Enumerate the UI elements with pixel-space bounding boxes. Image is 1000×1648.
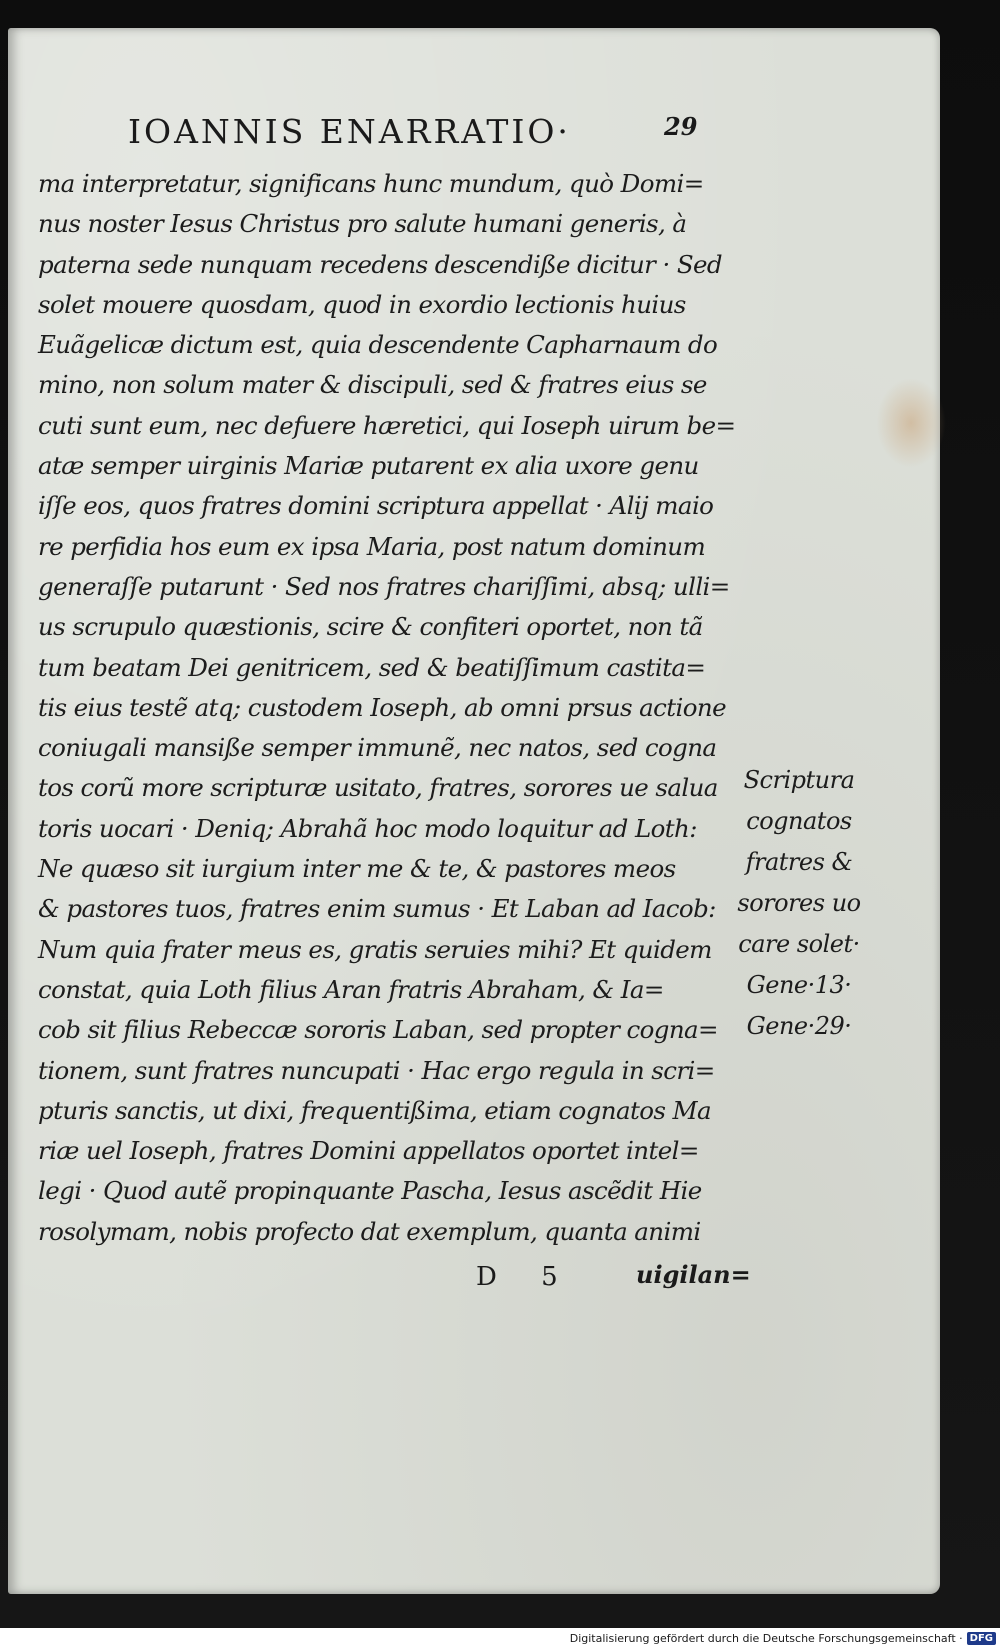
text-line: rosolymam, nobis profecto dat exemplum, quanta animi: [38, 1216, 701, 1246]
text-line: & pastores tuos, fratres enim sumus · Et Laban ad Iacob:: [38, 894, 716, 924]
text-line: re perfidia hos eum ex ipsa Maria, post natum dominum: [38, 531, 706, 561]
text-line: mino, non solum mater & discipuli, sed & fratres eius se: [38, 370, 707, 400]
text-line: pturis sanctis, ut dixi, frequentißima, etiam cognatos Ma: [38, 1095, 711, 1125]
text-line: constat, quia Loth filius Aran fratris Abraham, & Ia=: [38, 974, 664, 1004]
text-line: generaſſe putarunt · Sed nos fratres chariſſimi, absq; ulli=: [38, 571, 730, 601]
text-line: Ne quæso sit iurgium inter me & te, & pastores meos: [38, 854, 676, 884]
running-title: IOANNIS ENARRATIO·: [128, 112, 571, 151]
text-line: coniugali mansiße semper immunẽ, nec natos, sed cogna: [38, 733, 717, 763]
marginal-note-line: care solet·: [738, 930, 860, 958]
text-line: paterna sede nunquam recedens descendiße dicitur · Sed: [38, 249, 723, 279]
text-line: ma interpretatur, significans hunc mundum, quò Domi=: [38, 169, 704, 198]
text-line: iſſe eos, quos fratres domini scriptura appellat · Alij maio: [38, 491, 714, 521]
marginal-note-line: fratres &: [745, 848, 853, 876]
folio-number: 29: [664, 112, 698, 141]
text-line: toris uocari · Deniq; Abrahã hoc modo loquitur ad Loth:: [38, 813, 697, 843]
credit-bar: [0, 1628, 1000, 1648]
text-line: cob sit filius Rebeccæ sororis Laban, sed propter cogna=: [38, 1015, 718, 1045]
text-line: Num quia frater meus es, gratis seruies mihi? Et quidem: [38, 934, 712, 964]
marginal-note-line: sorores uo: [737, 889, 861, 917]
text-line: us scrupulo quæstionis, scire & confiteri oportet, non tã: [38, 612, 703, 642]
marginal-note-line: cognatos: [746, 807, 852, 835]
marginal-note-line: Gene·29·: [746, 1012, 852, 1040]
dfg-logo[interactable]: DFG: [967, 1632, 996, 1645]
marginal-notes: [724, 760, 874, 1047]
signature-mark: D 5: [476, 1262, 576, 1292]
text-line: riæ uel Ioseph, fratres Domini appellatos oportet intel=: [38, 1136, 699, 1166]
text-line: solet mouere quosdam, quod in exordio lectionis huius: [38, 289, 686, 319]
catchword: uigilan=: [636, 1260, 751, 1289]
marginal-note-line: Gene·13·: [746, 971, 852, 999]
body-text: [38, 164, 736, 1252]
text-line: cuti sunt eum, nec defuere hæretici, qui Ioseph uirum be=: [38, 410, 736, 440]
text-line: Euãgelicæ dictum est, quia descendente Capharnaum do: [38, 330, 718, 360]
text-line: atæ semper uirginis Mariæ putarent ex alia uxore genu: [38, 451, 699, 481]
text-line: tum beatam Dei genitricem, sed & beatiſſimum castita=: [38, 652, 706, 682]
text-line: legi · Quod autẽ propinquante Pascha, Iesus ascẽdit Hie: [38, 1176, 702, 1206]
text-line: nus noster Iesus Christus pro salute humani generis, à: [38, 209, 687, 239]
text-line: tos corũ more scripturæ usitato, fratres, sorores ue salua: [38, 773, 718, 803]
paper-stain: [876, 378, 946, 468]
credit-text: Digitalisierung gefördert durch die Deutsche Forschungsgemeinschaft ·: [569, 1631, 963, 1645]
text-line: tis eius testẽ atq; custodem Ioseph, ab omni prsus actione: [38, 692, 726, 722]
marginal-note-line: Scriptura: [743, 766, 855, 794]
text-line: tionem, sunt fratres nuncupati · Hac ergo regula in scri=: [38, 1055, 715, 1085]
